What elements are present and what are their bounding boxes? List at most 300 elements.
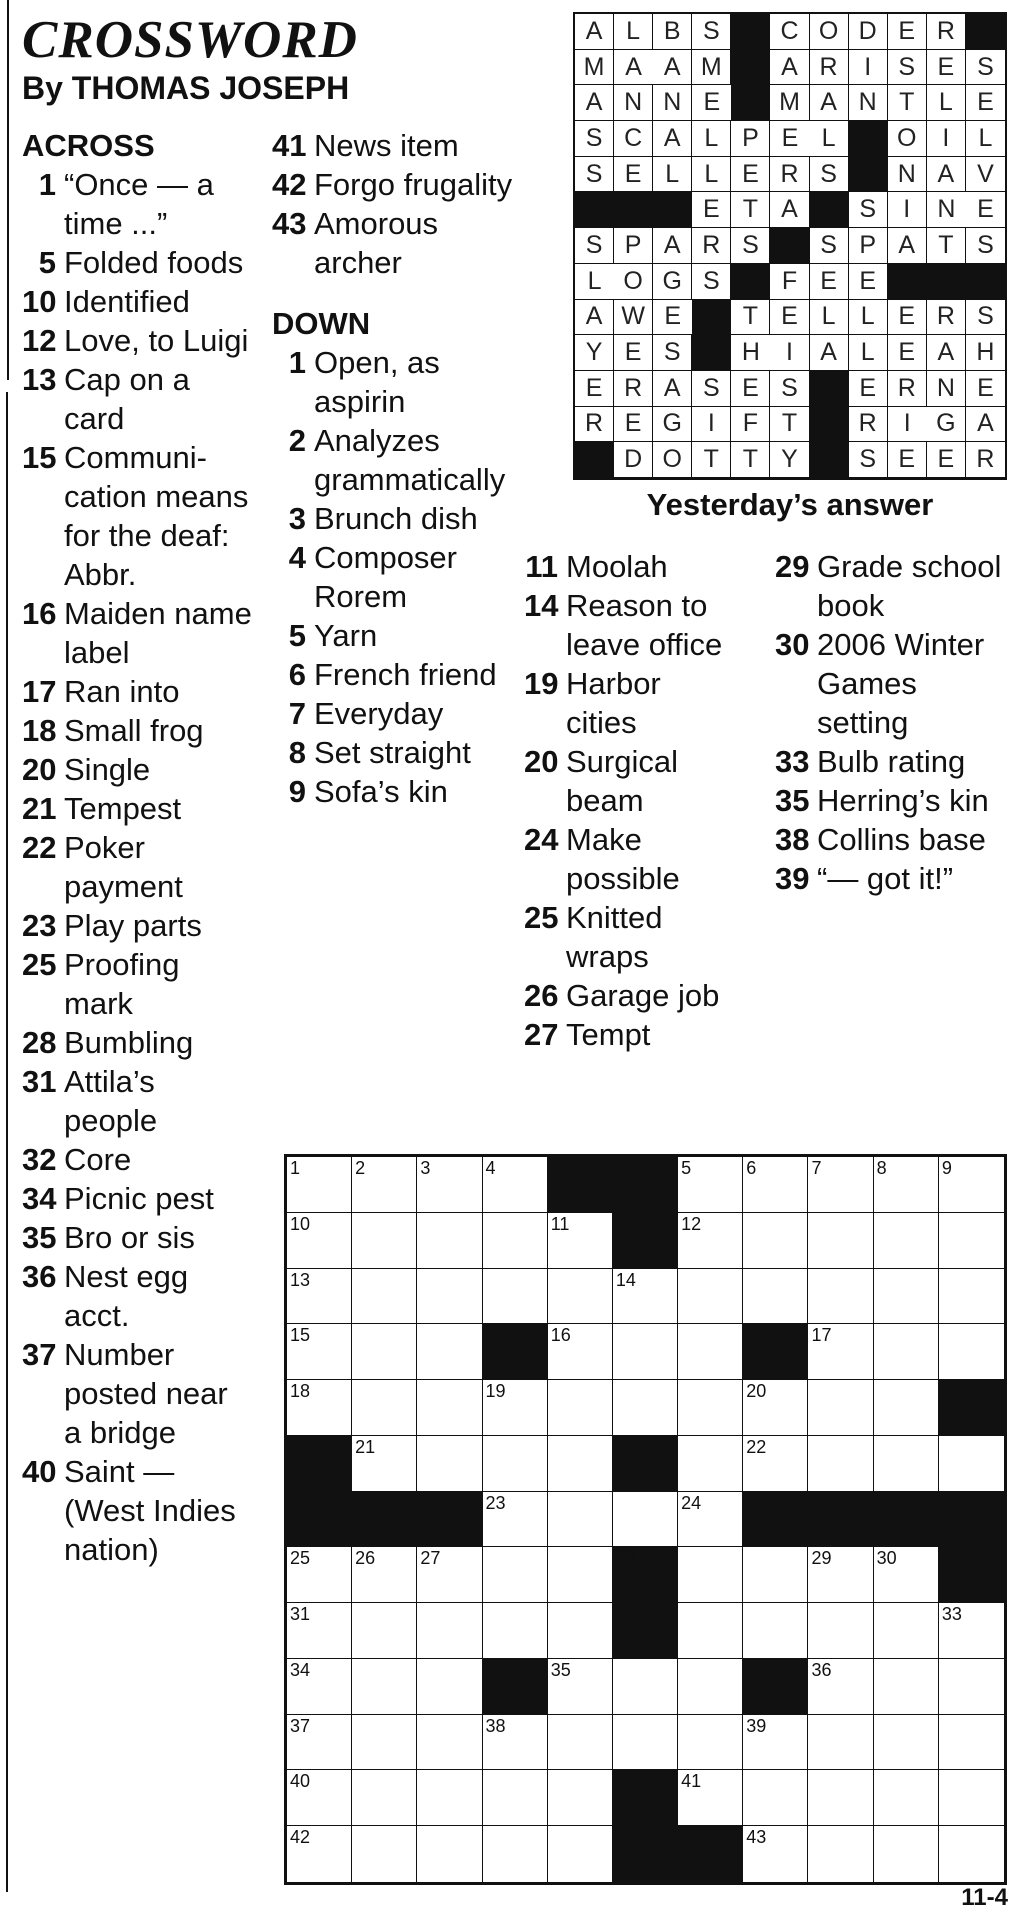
cell-number: 43 bbox=[746, 1827, 767, 1848]
answer-cell: R bbox=[927, 300, 966, 336]
grid-cell[interactable] bbox=[678, 1770, 743, 1826]
grid-cell[interactable] bbox=[939, 1659, 1004, 1715]
answer-black-cell bbox=[849, 157, 888, 193]
grid-cell[interactable] bbox=[613, 1324, 678, 1380]
grid-cell[interactable] bbox=[874, 1436, 939, 1492]
answer-cell: E bbox=[770, 300, 809, 336]
clue bbox=[22, 711, 252, 750]
grid-cell[interactable] bbox=[808, 1715, 873, 1771]
grid-cell[interactable] bbox=[417, 1324, 482, 1380]
grid-cell[interactable] bbox=[939, 1269, 1004, 1325]
clue bbox=[272, 655, 522, 694]
answer-cell: T bbox=[731, 192, 770, 228]
answer-cell: N bbox=[927, 192, 966, 228]
clue-text: Collins base bbox=[817, 822, 986, 857]
answer-cell: O bbox=[653, 442, 692, 478]
answer-cell: E bbox=[888, 335, 927, 371]
clue-text: Surgical beam bbox=[566, 744, 678, 818]
clue-text: Ran into bbox=[64, 674, 180, 709]
grid-cell[interactable] bbox=[417, 1380, 482, 1436]
grid-cell[interactable] bbox=[874, 1324, 939, 1380]
answer-cell: B bbox=[653, 14, 692, 50]
grid-cell[interactable] bbox=[808, 1324, 873, 1380]
grid-cell[interactable] bbox=[352, 1826, 417, 1882]
answer-cell: A bbox=[575, 300, 614, 336]
clue-number: 22 bbox=[22, 830, 57, 865]
clue bbox=[524, 1015, 729, 1054]
grid-cell[interactable] bbox=[483, 1157, 548, 1213]
grid-cell[interactable] bbox=[287, 1715, 352, 1771]
grid-cell[interactable] bbox=[483, 1715, 548, 1771]
clue bbox=[272, 499, 522, 538]
grid-cell[interactable] bbox=[743, 1269, 808, 1325]
clue-number: 42 bbox=[272, 167, 307, 202]
answer-cell: S bbox=[849, 192, 888, 228]
grid-cell[interactable] bbox=[874, 1380, 939, 1436]
answer-cell: H bbox=[731, 335, 770, 371]
grid-cell[interactable] bbox=[874, 1547, 939, 1603]
clue-number: 1 bbox=[38, 167, 56, 202]
grid-cell[interactable] bbox=[417, 1157, 482, 1213]
grid-cell[interactable] bbox=[548, 1659, 613, 1715]
grid-cell[interactable] bbox=[352, 1157, 417, 1213]
grid-cell[interactable] bbox=[808, 1547, 873, 1603]
answer-cell: S bbox=[888, 50, 927, 86]
grid-cell[interactable] bbox=[352, 1324, 417, 1380]
clue bbox=[272, 343, 522, 421]
answer-cell: E bbox=[966, 85, 1005, 121]
answer-cell: S bbox=[731, 228, 770, 264]
grid-cell[interactable] bbox=[678, 1269, 743, 1325]
grid-cell[interactable] bbox=[417, 1269, 482, 1325]
grid-cell[interactable] bbox=[874, 1269, 939, 1325]
grid-cell[interactable] bbox=[287, 1826, 352, 1882]
grid-cell[interactable] bbox=[483, 1770, 548, 1826]
clue bbox=[272, 421, 522, 499]
grid-cell[interactable] bbox=[939, 1826, 1004, 1882]
answer-cell: H bbox=[966, 335, 1005, 371]
grid-cell[interactable] bbox=[417, 1436, 482, 1492]
cell-number: 15 bbox=[290, 1325, 311, 1346]
clue-text: Grade school book bbox=[817, 549, 1002, 623]
clue-text: Nest egg acct. bbox=[64, 1259, 189, 1333]
answer-cell: E bbox=[692, 192, 731, 228]
cell-number: 16 bbox=[550, 1325, 571, 1346]
clue-text: Sofa’s kin bbox=[314, 774, 448, 809]
answer-cell: P bbox=[731, 121, 770, 157]
answer-cell: I bbox=[770, 335, 809, 371]
answer-cell: C bbox=[614, 121, 653, 157]
answer-cell: R bbox=[770, 157, 809, 193]
grid-cell[interactable] bbox=[808, 1380, 873, 1436]
grid-cell[interactable] bbox=[417, 1770, 482, 1826]
clue-text: Saint — (West Indies nation) bbox=[64, 1454, 236, 1567]
clue bbox=[272, 126, 522, 165]
answer-cell: E bbox=[614, 157, 653, 193]
grid-cell[interactable] bbox=[613, 1715, 678, 1771]
grid-cell[interactable] bbox=[483, 1269, 548, 1325]
clue-text: Knitted wraps bbox=[566, 900, 663, 974]
grid-cell[interactable] bbox=[352, 1770, 417, 1826]
clue-number: 2 bbox=[288, 423, 306, 458]
grid-cell[interactable] bbox=[613, 1269, 678, 1325]
answer-cell: R bbox=[888, 371, 927, 407]
grid-cell[interactable] bbox=[548, 1715, 613, 1771]
answer-cell: S bbox=[575, 121, 614, 157]
grid-cell[interactable] bbox=[939, 1770, 1004, 1826]
clue bbox=[272, 694, 522, 733]
cell-number: 14 bbox=[615, 1269, 636, 1290]
clue-number: 21 bbox=[22, 791, 57, 826]
clue bbox=[22, 828, 252, 906]
clue-text: News item bbox=[314, 128, 459, 163]
grid-cell[interactable] bbox=[548, 1436, 613, 1492]
down-clue-list bbox=[272, 343, 522, 811]
answer-black-cell bbox=[849, 121, 888, 157]
answer-black-cell bbox=[731, 264, 770, 300]
grid-cell[interactable] bbox=[352, 1436, 417, 1492]
grid-cell[interactable] bbox=[939, 1157, 1004, 1213]
grid-cell[interactable] bbox=[352, 1380, 417, 1436]
answer-cell: E bbox=[888, 442, 927, 478]
grid-cell[interactable] bbox=[874, 1770, 939, 1826]
answer-cell: G bbox=[653, 407, 692, 443]
answer-cell: I bbox=[849, 50, 888, 86]
answer-cell: I bbox=[888, 407, 927, 443]
answer-cell: S bbox=[692, 264, 731, 300]
clue-number: 30 bbox=[775, 627, 810, 662]
black-square bbox=[678, 1826, 743, 1882]
grid-cell[interactable] bbox=[548, 1492, 613, 1548]
cell-number: 7 bbox=[811, 1158, 822, 1178]
yesterdays-answer-grid bbox=[573, 12, 1007, 480]
byline: By THOMAS JOSEPH bbox=[22, 70, 350, 106]
yesterdays-answer-label: Yesterday’s answer bbox=[646, 487, 934, 522]
answer-cell: L bbox=[810, 121, 849, 157]
answer-black-cell bbox=[575, 192, 614, 228]
down-column-3 bbox=[524, 547, 729, 1054]
cell-number: 9 bbox=[941, 1158, 952, 1178]
grid-cell[interactable] bbox=[417, 1547, 482, 1603]
grid-cell[interactable] bbox=[483, 1380, 548, 1436]
grid-cell[interactable] bbox=[548, 1213, 613, 1269]
grid-cell[interactable] bbox=[352, 1269, 417, 1325]
answer-cell: I bbox=[888, 192, 927, 228]
grid-cell[interactable] bbox=[287, 1547, 352, 1603]
grid-cell[interactable] bbox=[743, 1715, 808, 1771]
black-square bbox=[743, 1324, 808, 1380]
clue-text: Core bbox=[64, 1142, 132, 1177]
answer-cell: O bbox=[614, 264, 653, 300]
grid-cell[interactable] bbox=[417, 1715, 482, 1771]
answer-cell: E bbox=[849, 371, 888, 407]
grid-cell[interactable] bbox=[548, 1770, 613, 1826]
answer-cell: S bbox=[810, 157, 849, 193]
answer-black-cell bbox=[888, 264, 927, 300]
answer-cell: E bbox=[731, 157, 770, 193]
grid-cell[interactable] bbox=[808, 1436, 873, 1492]
clue-number: 23 bbox=[22, 908, 57, 943]
grid-cell[interactable] bbox=[483, 1436, 548, 1492]
grid-cell[interactable] bbox=[352, 1659, 417, 1715]
grid-cell[interactable] bbox=[808, 1659, 873, 1715]
grid-cell[interactable] bbox=[483, 1492, 548, 1548]
clue-text: Composer Rorem bbox=[314, 540, 457, 614]
clue-text: Attila’s people bbox=[64, 1064, 158, 1138]
clue bbox=[22, 1335, 252, 1452]
grid-cell[interactable] bbox=[287, 1157, 352, 1213]
clue-text: Identified bbox=[64, 284, 190, 319]
grid-cell[interactable] bbox=[417, 1213, 482, 1269]
answer-cell: T bbox=[731, 442, 770, 478]
answer-black-cell bbox=[692, 300, 731, 336]
grid-cell[interactable] bbox=[678, 1324, 743, 1380]
clue-text: Love, to Luigi bbox=[64, 323, 249, 358]
grid-cell[interactable] bbox=[287, 1269, 352, 1325]
grid-cell[interactable] bbox=[483, 1213, 548, 1269]
answer-cell: R bbox=[927, 14, 966, 50]
clue bbox=[22, 1179, 252, 1218]
answer-cell: E bbox=[927, 442, 966, 478]
answer-cell: T bbox=[927, 228, 966, 264]
answer-cell: N bbox=[614, 85, 653, 121]
black-square bbox=[483, 1324, 548, 1380]
grid-cell[interactable] bbox=[613, 1659, 678, 1715]
answer-cell: R bbox=[849, 407, 888, 443]
clue bbox=[22, 789, 252, 828]
clue-number: 18 bbox=[22, 713, 57, 748]
grid-cell[interactable] bbox=[939, 1436, 1004, 1492]
clue-text: Amorous archer bbox=[314, 206, 439, 280]
column-rule-top bbox=[0, 0, 9, 380]
grid-cell[interactable] bbox=[678, 1547, 743, 1603]
grid-cell[interactable] bbox=[743, 1213, 808, 1269]
clue-text: French friend bbox=[314, 657, 497, 692]
grid-cell[interactable] bbox=[287, 1659, 352, 1715]
black-square bbox=[874, 1492, 939, 1548]
grid-cell[interactable] bbox=[874, 1826, 939, 1882]
grid-cell[interactable] bbox=[874, 1659, 939, 1715]
grid-cell[interactable] bbox=[287, 1380, 352, 1436]
grid-cell[interactable] bbox=[678, 1213, 743, 1269]
grid-cell[interactable] bbox=[808, 1770, 873, 1826]
answer-cell: Y bbox=[575, 335, 614, 371]
grid-cell[interactable] bbox=[352, 1547, 417, 1603]
answer-black-cell bbox=[653, 192, 692, 228]
cell-number: 39 bbox=[746, 1715, 767, 1736]
grid-cell[interactable] bbox=[287, 1324, 352, 1380]
down-heading: DOWN bbox=[272, 306, 371, 341]
grid-cell[interactable] bbox=[743, 1157, 808, 1213]
grid-cell[interactable] bbox=[287, 1213, 352, 1269]
clue-number: 6 bbox=[288, 657, 306, 692]
answer-cell: A bbox=[927, 335, 966, 371]
clue-number: 16 bbox=[22, 596, 57, 631]
cell-number: 33 bbox=[941, 1604, 962, 1625]
grid-cell[interactable] bbox=[874, 1213, 939, 1269]
across-clue-list-continued bbox=[272, 126, 522, 282]
grid-cell[interactable] bbox=[287, 1770, 352, 1826]
down-column-4 bbox=[775, 547, 1005, 898]
grid-cell[interactable] bbox=[548, 1603, 613, 1659]
answer-cell: A bbox=[966, 407, 1005, 443]
grid-cell[interactable] bbox=[743, 1603, 808, 1659]
grid-cell[interactable] bbox=[352, 1213, 417, 1269]
clue-number: 5 bbox=[288, 618, 306, 653]
grid-cell[interactable] bbox=[678, 1436, 743, 1492]
answer-cell: L bbox=[966, 121, 1005, 157]
grid-cell[interactable] bbox=[743, 1826, 808, 1882]
answer-cell: L bbox=[653, 157, 692, 193]
answer-cell: N bbox=[849, 85, 888, 121]
clue-text: 2006 Winter Games setting bbox=[817, 627, 985, 740]
cell-number: 42 bbox=[290, 1827, 311, 1848]
answer-cell: E bbox=[731, 371, 770, 407]
clue bbox=[272, 616, 522, 655]
clue bbox=[22, 165, 252, 243]
clue bbox=[775, 625, 1005, 742]
cell-number: 18 bbox=[290, 1381, 311, 1402]
grid-cell[interactable] bbox=[678, 1157, 743, 1213]
grid-cell[interactable] bbox=[548, 1380, 613, 1436]
black-square bbox=[613, 1436, 678, 1492]
grid-cell[interactable] bbox=[483, 1547, 548, 1603]
grid-cell[interactable] bbox=[613, 1380, 678, 1436]
cell-number: 6 bbox=[746, 1158, 757, 1178]
grid-cell[interactable] bbox=[678, 1492, 743, 1548]
grid-cell[interactable] bbox=[417, 1603, 482, 1659]
answer-cell: M bbox=[770, 85, 809, 121]
answer-cell: I bbox=[692, 407, 731, 443]
grid-cell[interactable] bbox=[287, 1603, 352, 1659]
grid-cell[interactable] bbox=[678, 1603, 743, 1659]
grid-cell[interactable] bbox=[939, 1324, 1004, 1380]
grid-cell[interactable] bbox=[874, 1603, 939, 1659]
answer-cell: T bbox=[692, 442, 731, 478]
cell-number: 28 bbox=[615, 1548, 636, 1569]
grid-cell[interactable] bbox=[743, 1547, 808, 1603]
answer-cell: R bbox=[810, 50, 849, 86]
grid-cell[interactable] bbox=[678, 1715, 743, 1771]
clue bbox=[22, 360, 252, 438]
clue bbox=[272, 204, 522, 282]
black-square bbox=[939, 1547, 1004, 1603]
grid-cell[interactable] bbox=[743, 1436, 808, 1492]
answer-cell: A bbox=[575, 14, 614, 50]
clue-number: 35 bbox=[22, 1220, 57, 1255]
grid-cell[interactable] bbox=[352, 1715, 417, 1771]
grid-cell[interactable] bbox=[548, 1269, 613, 1325]
answer-cell: I bbox=[927, 121, 966, 157]
grid-cell[interactable] bbox=[483, 1603, 548, 1659]
black-square bbox=[613, 1157, 678, 1213]
answer-cell: N bbox=[888, 157, 927, 193]
clue-number: 17 bbox=[22, 674, 57, 709]
answer-cell: E bbox=[888, 14, 927, 50]
grid-cell[interactable] bbox=[808, 1213, 873, 1269]
clue-text: Number posted near a bridge bbox=[64, 1337, 228, 1450]
grid-cell[interactable] bbox=[808, 1269, 873, 1325]
answer-black-cell bbox=[731, 14, 770, 50]
black-square bbox=[548, 1157, 613, 1213]
answer-cell: S bbox=[966, 228, 1005, 264]
grid-cell[interactable] bbox=[352, 1603, 417, 1659]
grid-cell[interactable] bbox=[874, 1715, 939, 1771]
answer-black-cell bbox=[810, 371, 849, 407]
cell-number: 3 bbox=[420, 1158, 431, 1178]
grid-cell[interactable] bbox=[939, 1715, 1004, 1771]
grid-cell[interactable] bbox=[613, 1492, 678, 1548]
answer-cell: P bbox=[849, 228, 888, 264]
across-clue-list bbox=[22, 165, 252, 1569]
answer-cell: P bbox=[614, 228, 653, 264]
answer-cell: S bbox=[575, 157, 614, 193]
answer-cell: A bbox=[653, 50, 692, 86]
clue-number: 36 bbox=[22, 1259, 57, 1294]
cell-number: 1 bbox=[290, 1158, 301, 1178]
answer-black-cell bbox=[810, 442, 849, 478]
clue bbox=[22, 1023, 252, 1062]
answer-cell: F bbox=[731, 407, 770, 443]
grid-cell[interactable] bbox=[874, 1157, 939, 1213]
answer-cell: F bbox=[770, 264, 809, 300]
clue-text: Tempt bbox=[566, 1017, 651, 1052]
clue-number: 11 bbox=[525, 549, 558, 584]
answer-cell: T bbox=[770, 407, 809, 443]
down-clue-list-continued bbox=[524, 547, 729, 1054]
cell-number: 11 bbox=[550, 1213, 570, 1234]
answer-cell: N bbox=[927, 371, 966, 407]
grid-cell[interactable] bbox=[483, 1826, 548, 1882]
clue-text: Poker payment bbox=[64, 830, 183, 904]
clue-text: Harbor cities bbox=[566, 666, 661, 740]
cell-number: 13 bbox=[290, 1269, 311, 1290]
cell-number: 30 bbox=[876, 1548, 897, 1569]
answer-cell: A bbox=[614, 50, 653, 86]
grid-cell[interactable] bbox=[808, 1157, 873, 1213]
clue bbox=[22, 1062, 252, 1140]
grid-cell[interactable] bbox=[808, 1603, 873, 1659]
answer-black-cell bbox=[692, 335, 731, 371]
clue-number: 24 bbox=[524, 822, 559, 857]
cell-number: 23 bbox=[485, 1492, 506, 1513]
grid-cell[interactable] bbox=[417, 1659, 482, 1715]
black-square bbox=[613, 1770, 678, 1826]
grid-cell[interactable] bbox=[548, 1826, 613, 1882]
clue-text: Open, as aspirin bbox=[314, 345, 440, 419]
grid-cell[interactable] bbox=[939, 1213, 1004, 1269]
grid-cell[interactable] bbox=[548, 1547, 613, 1603]
grid-cell[interactable] bbox=[548, 1324, 613, 1380]
cell-number: 40 bbox=[290, 1771, 311, 1792]
grid-cell[interactable] bbox=[678, 1380, 743, 1436]
clue bbox=[524, 976, 729, 1015]
grid-cell[interactable] bbox=[678, 1659, 743, 1715]
answer-cell: A bbox=[770, 50, 809, 86]
grid-cell[interactable] bbox=[939, 1603, 1004, 1659]
grid-cell[interactable] bbox=[743, 1380, 808, 1436]
grid-cell[interactable] bbox=[808, 1826, 873, 1882]
clue bbox=[22, 906, 252, 945]
grid-cell[interactable] bbox=[417, 1826, 482, 1882]
answer-cell: E bbox=[888, 300, 927, 336]
answer-black-cell bbox=[927, 264, 966, 300]
answer-cell: T bbox=[888, 85, 927, 121]
clue bbox=[22, 243, 252, 282]
clue-number: 15 bbox=[22, 440, 57, 475]
grid-cell[interactable] bbox=[743, 1770, 808, 1826]
answer-cell: E bbox=[653, 300, 692, 336]
